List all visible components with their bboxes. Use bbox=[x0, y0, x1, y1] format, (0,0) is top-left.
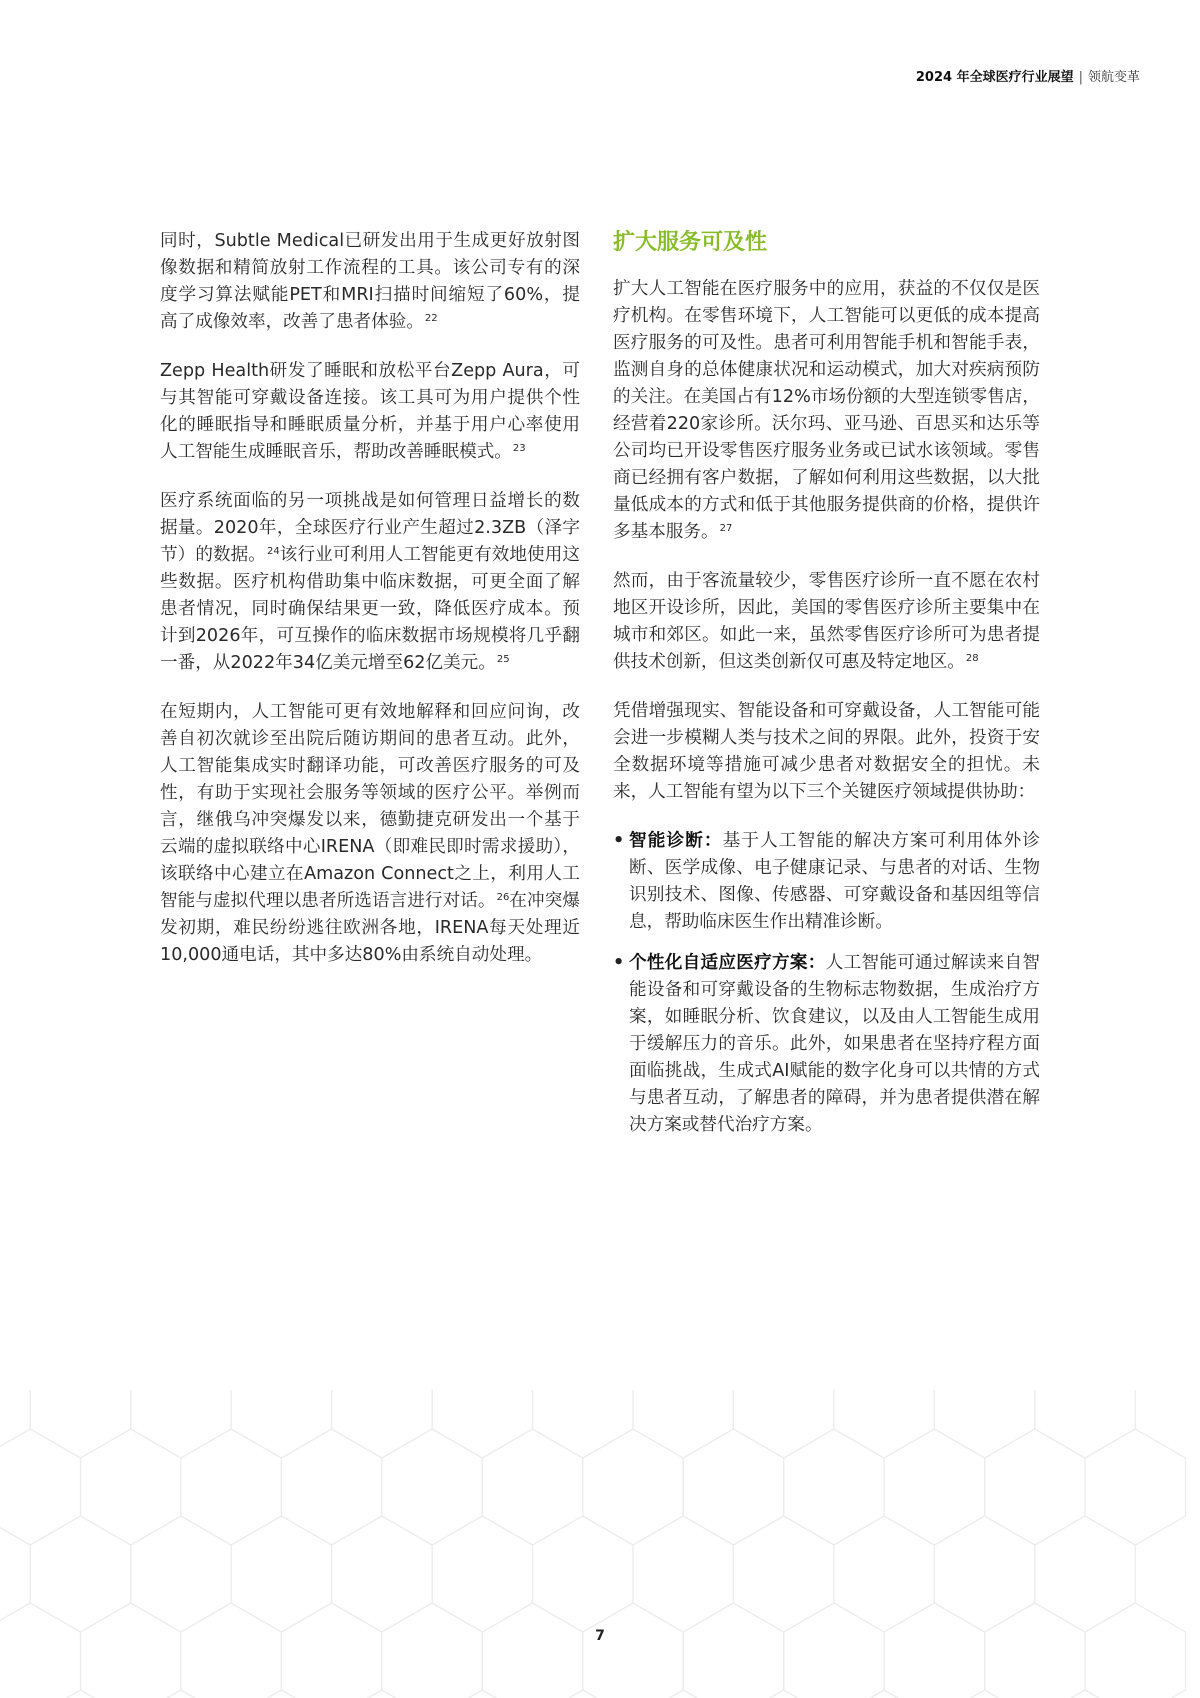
footnote-ref: 24 bbox=[266, 546, 280, 557]
footnote-ref: 25 bbox=[496, 654, 510, 665]
paragraph-rural-clinics: 然而，由于客流量较少，零售医疗诊所一直不愿在农村地区开设诊所，因此，美国的零售医疗诊所主要集中在城市和郊区。如此一来，虽然零售医疗诊所可为患者提供技术创新，但这类创新仅可惠及特定地区。$^{28}$ bbox=[613, 571, 1040, 672]
hexagon-shape bbox=[533, 1690, 634, 1698]
hexagon-shape bbox=[30, 1690, 131, 1698]
hexagon-shape bbox=[834, 1516, 935, 1632]
section-heading: 扩大服务可及性 bbox=[613, 230, 768, 255]
hexagon-shape bbox=[131, 1516, 231, 1632]
running-header bbox=[916, 66, 1140, 85]
hexagon-shape bbox=[884, 1603, 985, 1698]
bullet-title: 智能诊断： bbox=[629, 831, 723, 851]
paragraph-subtle-medical: 同时，Subtle Medical已研发出用于生成更好放射图像数据和精简放射工作流程的工具。该公司专有的深度学习算法赋能PET和MRI扫描时间缩短了60%，提高了成像效率，改善了患者体验。$^{22}$ bbox=[160, 231, 580, 332]
hexagon-shape bbox=[934, 1390, 1034, 1458]
hexagon-shape bbox=[482, 1429, 583, 1545]
footnote-ref: 26 bbox=[496, 892, 510, 903]
hexagon-shape bbox=[533, 1390, 634, 1458]
footnote-ref: 27 bbox=[719, 523, 733, 534]
hexagon-shape bbox=[683, 1603, 784, 1698]
hexagon-shape bbox=[1035, 1516, 1136, 1632]
hexagon-shape bbox=[633, 1690, 733, 1698]
hexagon-shape bbox=[382, 1429, 483, 1545]
hexagon-shape bbox=[30, 1516, 131, 1632]
hexagon-shape bbox=[482, 1603, 583, 1698]
hexagon-shape bbox=[432, 1516, 532, 1632]
bullet-item-diagnosis: • 智能诊断：基于人工智能的解决方案可利用体外诊断、医学成像、电子健康记录、与患者的对话、生物识别技术、图像、传感器、可穿戴设备和基因组等信息，帮助临床医生作出精准诊断。 bbox=[613, 828, 1040, 936]
hexagon-shape bbox=[583, 1603, 683, 1698]
hexagon-shape bbox=[81, 1603, 181, 1698]
page-number: 7 bbox=[595, 1628, 605, 1644]
hexagon-shape bbox=[884, 1429, 985, 1545]
hexagon-shape bbox=[934, 1516, 1034, 1632]
hexagon-shape bbox=[382, 1603, 483, 1698]
hexagon-shape bbox=[583, 1429, 683, 1545]
hexagon-shape bbox=[733, 1516, 834, 1632]
hexagon-shape bbox=[985, 1429, 1085, 1545]
hexagon-shape bbox=[0, 1690, 30, 1698]
hexagon-shape bbox=[30, 1390, 131, 1458]
hexagon-shape bbox=[0, 1429, 81, 1545]
hexagon-shape bbox=[181, 1429, 282, 1545]
hexagon-shape bbox=[231, 1516, 332, 1632]
hexagon-shape bbox=[131, 1690, 231, 1698]
footnote-ref: 28 bbox=[965, 653, 979, 664]
hexagon-shape bbox=[784, 1603, 884, 1698]
hexagon-shape bbox=[1035, 1390, 1136, 1458]
paragraph-future-areas: 凭借增强现实、智能设备和可穿戴设备，人工智能可能会进一步模糊人类与技术之间的界限。此外，投资于安全数据环境等措施可减少患者对数据安全的担忧。未来，人工智能有望为以下三个关键医疗领域提供协助： bbox=[613, 701, 1040, 802]
hexagon-shape bbox=[0, 1390, 30, 1458]
hexagon-shape bbox=[733, 1390, 834, 1458]
hexagon-shape bbox=[131, 1390, 231, 1458]
hexagon-shape bbox=[281, 1603, 381, 1698]
bullet-title: 个性化自适应医疗方案： bbox=[629, 953, 826, 973]
hexagon-shape bbox=[281, 1429, 381, 1545]
footnote-ref: 23 bbox=[512, 443, 526, 454]
header-subtitle: 领航变革 bbox=[1087, 70, 1140, 85]
hexagon-shape bbox=[1035, 1690, 1136, 1698]
hexagon-shape bbox=[985, 1603, 1085, 1698]
right-column bbox=[613, 228, 1040, 1153]
hexagon-shape bbox=[633, 1516, 733, 1632]
hexagon-shape bbox=[231, 1390, 332, 1458]
header-title: 2024 年全球医疗行业展望 bbox=[915, 70, 1074, 85]
header-separator: | bbox=[1078, 70, 1083, 85]
hexagon-shape bbox=[784, 1429, 884, 1545]
hexagon-shape bbox=[733, 1690, 834, 1698]
hexagon-shape bbox=[533, 1516, 634, 1632]
paragraph-retail-access: 扩大人工智能在医疗服务中的应用，获益的不仅仅是医疗机构。在零售环境下，人工智能可以更低的成本提高医疗服务的可及性。患者可利用智能手机和智能手表，监测自身的总体健康状况和运动模式，加大对疾病预防的关注。在美国占有12%市场份额的大型连锁零售店，经营着220家诊所。沃尔玛、亚马逊、百思买和达乐等公司均已开设零售医疗服务业务或已试水该领域。零售商已经拥有客户数据，了解如何利用这些数据，以大批量低成本的方式和低于其他服务提供商的价格，提供许多基本服务。$^{27}$ bbox=[613, 279, 1040, 542]
paragraph-zepp-health: Zepp Health研发了睡眠和放松平台Zepp Aura，可与其智能可穿戴设备连接。该工具可为用户提供个性化的睡眠指导和睡眠质量分析，并基于用户心率使用人工智能生成睡眠音乐，帮助改善睡眠模式。$^{23}$ bbox=[160, 361, 580, 462]
hexagon-shape bbox=[1085, 1603, 1186, 1698]
hexagon-shape bbox=[332, 1390, 433, 1458]
bullet-item-personalized: • 个性化自适应医疗方案：人工智能可通过解读来自智能设备和可穿戴设备的生物标志物数据，生成治疗方案，如睡眠分析、饮食建议，以及由人工智能生成用于缓解压力的音乐。此外，如果患者在坚持疗程方面面临挑战，生成式AI赋能的数字化身可以共情的方式与患者互动，了解患者的障碍，并为患者提供潜在解决方案或替代治疗方案。 bbox=[613, 950, 1040, 1139]
hexagon-shape bbox=[633, 1390, 733, 1458]
bullet-marker: • bbox=[613, 953, 625, 973]
hexagon-shape bbox=[231, 1690, 332, 1698]
hexagon-pattern-background bbox=[0, 1390, 1200, 1698]
hexagon-shape bbox=[332, 1516, 433, 1632]
hexagon-shape bbox=[81, 1429, 181, 1545]
paragraph-irena: 在短期内，人工智能可更有效地解释和回应问询，改善自初次就诊至出院后随访期间的患者互动。此外，人工智能集成实时翻译功能，可改善医疗服务的可及性，有助于实现社会服务等领域的医疗公平。举例而言，继俄乌冲突爆发以来，德勤捷克研发出一个基于云端的虚拟联络中心IRENA（即难民即时需求援助），该联络中心建立在Amazon Connect之上，利用人工智能与虚拟代理以患者所选语言进行对话。$^{26}$在冲突爆发初期，难民纷纷逃往欧洲各地，IRENA每天处理近10,000通电话，其中多达80%由系统自动处理。 bbox=[160, 702, 580, 965]
left-column bbox=[160, 228, 580, 991]
hexagon-shape bbox=[432, 1390, 532, 1458]
bullet-list bbox=[613, 828, 1040, 1139]
hexagon-shape bbox=[181, 1603, 282, 1698]
hexagon-shape bbox=[834, 1690, 935, 1698]
hexagon-shape bbox=[934, 1690, 1034, 1698]
hexagon-shape bbox=[0, 1516, 30, 1632]
bullet-marker: • bbox=[613, 831, 625, 851]
hexagon-shape bbox=[683, 1429, 784, 1545]
footnote-ref: 22 bbox=[424, 313, 438, 324]
paragraph-data-volume: 医疗系统面临的另一项挑战是如何管理日益增长的数据量。2020年，全球医疗行业产生超过2.3ZB（泽字节）的数据。$^{24}$该行业可利用人工智能更有效地使用这些数据。医疗机构借助集中临床数据，可更全面了解患者情况，同时确保结果更一致，降低医疗成本。预计到2026年，可互操作的临床数据市场规模将几乎翻一番，从2022年34亿美元增至62亿美元。$^{25}$ bbox=[160, 491, 580, 673]
hexagon-shape bbox=[432, 1690, 532, 1698]
hexagon-shape bbox=[332, 1690, 433, 1698]
hexagon-shape bbox=[0, 1603, 81, 1698]
hexagon-shape bbox=[834, 1390, 935, 1458]
hexagon-shape bbox=[1085, 1429, 1186, 1545]
